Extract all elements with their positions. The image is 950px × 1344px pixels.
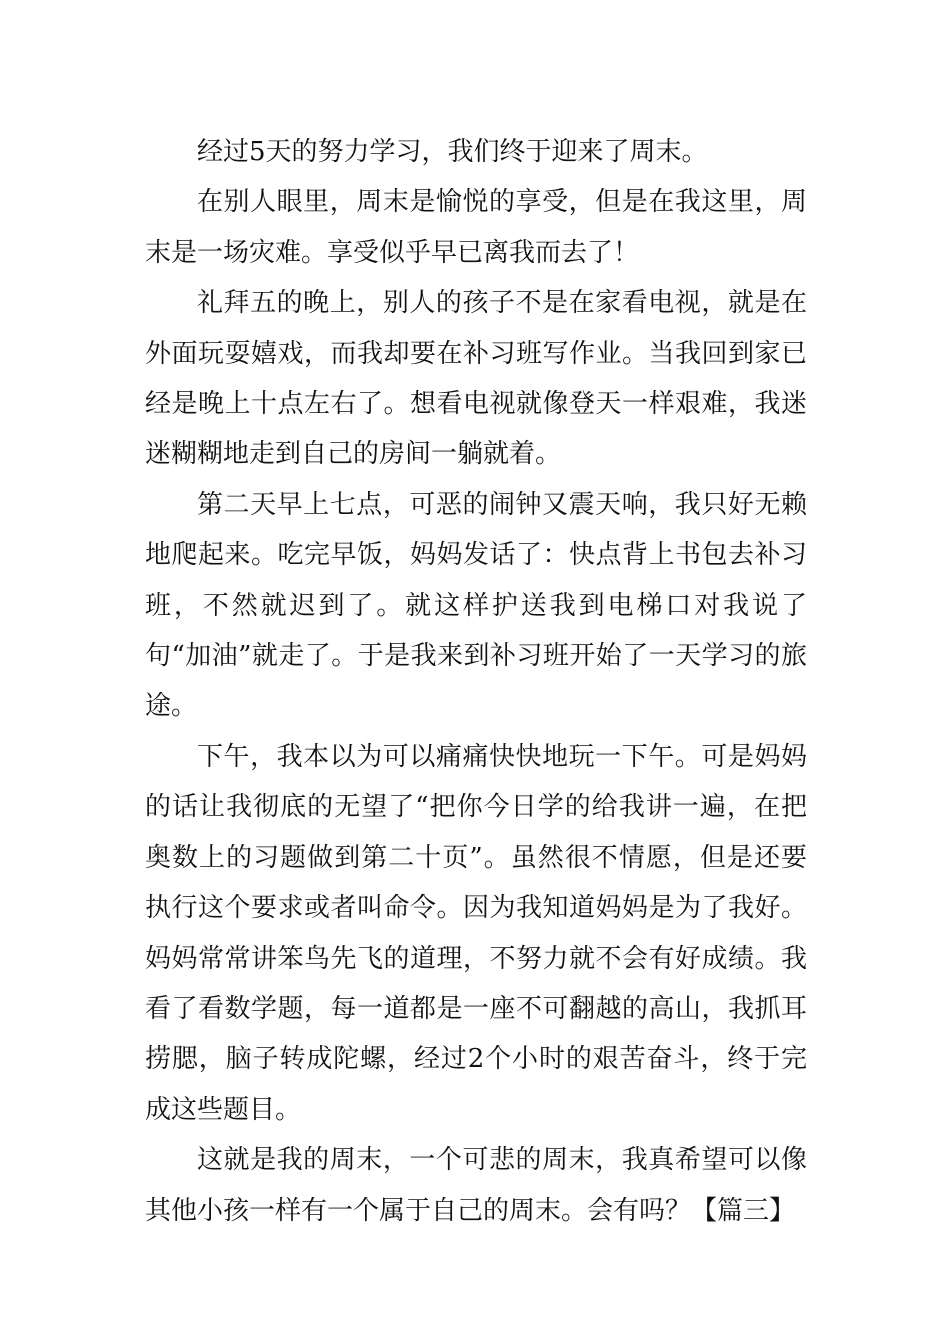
paragraph-3: 礼拜五的晚上，别人的孩子不是在家看电视，就是在外面玩耍嬉戏，而我却要在补习班写作业。当我回到家已经是晚上十点左右了。想看电视就像登天一样艰难，我迷迷糊糊地走到自己的房间一躺就着。 — [145, 288, 807, 470]
paragraph-2: 在别人眼里，周末是愉悦的享受，但是在我这里，周末是一场灾难。享受似乎早已离我而去了！ — [145, 187, 807, 268]
paragraph-5: 下午，我本以为可以痛痛快快地玩一下午。可是妈妈的话让我彻底的无望了“把你今日学的给我讲一遍，在把奥数上的习题做到第二十页”。虽然很不情愿，但是还要执行这个要求或者叫命令。因为我知道妈妈是为了我好。妈妈常常讲笨鸟先飞的道理，不努力就不会有好成绩。我看了看数学题，每一道都是一座不可翻越的高山，我抓耳捞腮，脑子转成陀螺，经过2个小时的艰苦奋斗，终于完成这些题目。 — [145, 741, 807, 1125]
document-page — [145, 127, 807, 1236]
paragraph-4: 第二天早上七点，可恶的闹钟又震天响，我只好无赖地爬起来。吃完早饭，妈妈发话了：快点背上书包去补习班，不然就迟到了。就这样护送我到电梯口对我说了句“加油”就走了。于是我来到补习班开始了一天学习的旅途。 — [145, 489, 807, 722]
paragraph-1: 经过5天的努力学习，我们终于迎来了周末。 — [197, 137, 708, 167]
paragraph-6: 这就是我的周末，一个可悲的周末，我真希望可以像其他小孩一样有一个属于自己的周末。会有吗？【篇三】 — [145, 1145, 807, 1226]
